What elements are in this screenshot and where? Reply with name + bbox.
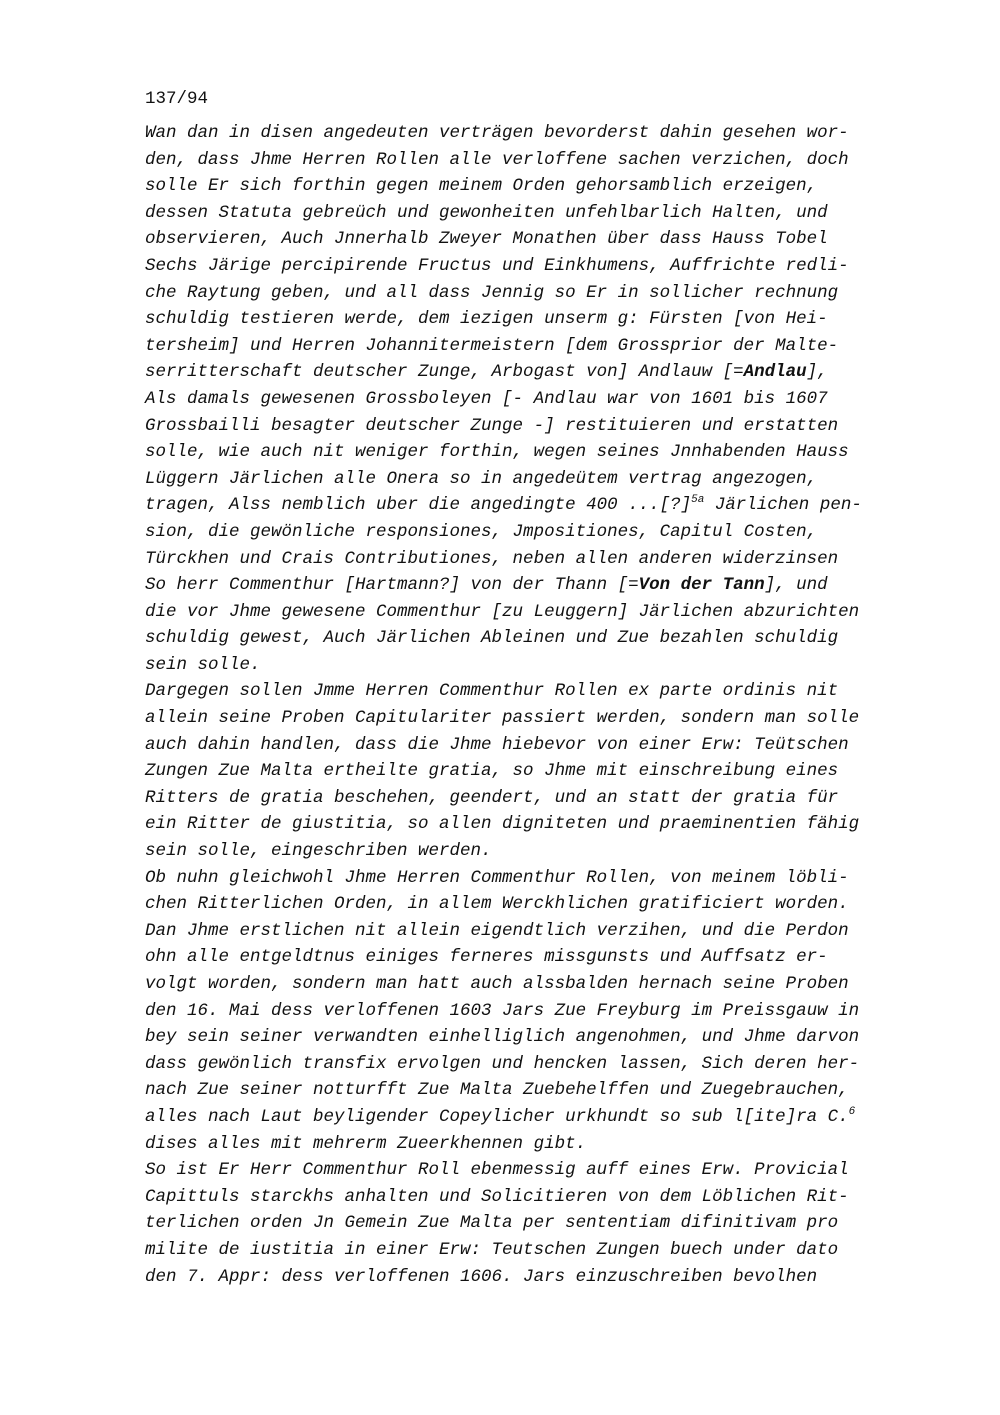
text-line (145, 1210, 925, 1237)
text-segment: terlichen orden Jn Gemein Zue Malta per sententiam difinitivam pro (145, 1213, 839, 1234)
text-segment: den 16. Mai dess verloffenen 1603 Jars Zue Freyburg im Preissgauw in (145, 1000, 860, 1021)
text-line (145, 732, 925, 759)
text-line (145, 173, 925, 200)
text-line (145, 1131, 925, 1158)
text-segment: Capittuls starckhs anhalten und Solicitieren von dem Löblichen Rit- (145, 1186, 849, 1207)
text-line (145, 492, 925, 519)
text-segment: Dan Jhme erstlichen nit allein eigendtlich verzihen, und die Perdon (145, 920, 849, 941)
text-line (145, 811, 925, 838)
text-line (145, 599, 925, 626)
text-segment: dises alles mit mehrerm Zueerkhennen gibt. (145, 1133, 587, 1154)
text-segment: tersheim] und Herren Johannitermeistern [dem Grossprior der Malte- (145, 335, 839, 356)
text-segment: So ist Er Herr Commenthur Roll ebenmessig auff eines Erw. Provicial (145, 1160, 849, 1181)
text-line (145, 226, 925, 253)
text-segment: den, dass Jhme Herren Rollen alle verloffene sachen verzichen, doch (145, 149, 849, 170)
text-line (145, 918, 925, 945)
text-line (145, 1157, 925, 1184)
text-line (145, 386, 925, 413)
text-segment: sein solle, eingeschriben werden. (145, 841, 492, 862)
text-segment: Wan dan in disen angedeuten verträgen bevorderst dahin gesehen wor- (145, 123, 849, 143)
text-segment: serritterschaft deutscher Zunge, Arbogast von] Andlauw [= (145, 362, 744, 383)
text-line (145, 413, 925, 440)
footnote-marker: 6 (848, 1105, 856, 1118)
text-line (145, 1024, 925, 1051)
text-line (145, 625, 925, 652)
text-segment: ohn alle entgeldtnus einiges ferneres missgunsts und Auffsatz er- (145, 947, 828, 968)
text-segment: den 7. Appr: dess verloffenen 1606. Jars einzuschreiben bevolhen (145, 1266, 818, 1287)
text-segment: che Raytung geben, und all dass Jennig so Er in sollicher rechnung (145, 282, 839, 303)
text-segment: ], und (764, 575, 828, 596)
text-line (145, 200, 925, 227)
text-segment: Als damals gewesenen Grossboleyen [- Andlau war von 1601 bis 1607 (145, 388, 828, 409)
text-segment: Järlichen pen- (704, 495, 862, 516)
text-segment: schuldig gewest, Auch Järlichen Ableinen und Zue bezahlen schuldig (145, 628, 839, 649)
bold-annotation: Andlau (743, 362, 807, 383)
text-segment: nach Zue seiner notturfft Zue Malta Zuebehelffen und Zuegebrauchen, (145, 1080, 849, 1101)
text-line (145, 147, 925, 174)
text-segment: auch dahin handlen, dass die Jhme hiebevor von einer Erw: Teütschen (145, 734, 849, 755)
text-segment: Türckhen und Crais Contributiones, neben allen anderen widerzinsen (145, 548, 839, 569)
text-line (145, 333, 925, 360)
text-segment: volgt worden, sondern man hatt auch alssbalden hernach seine Proben (145, 974, 849, 994)
text-segment: milite de iustitia in einer Erw: Teutschen Zungen buech under dato (145, 1239, 839, 1260)
bold-annotation: Von der Tann (638, 575, 765, 596)
text-line (145, 546, 925, 573)
text-segment: Lüggern Järlichen alle Onera so in angedeütem vertrag angezogen, (145, 468, 818, 489)
text-line (145, 253, 925, 280)
text-line (145, 1264, 925, 1291)
text-segment: observieren, Auch Jnnerhalb Zweyer Monathen über dass Hauss Tobel (145, 229, 828, 250)
text-segment: solle Er sich forthin gegen meinem Orden gehorsamblich erzeigen, (145, 176, 818, 197)
text-segment: Grossbailli besagter deutscher Zunge -] restituieren und erstatten (145, 415, 839, 436)
text-segment: dass gewönlich transfix ervolgen und hencken lassen, Sich deren her- (145, 1053, 860, 1074)
text-line (145, 944, 925, 971)
text-segment: Dargegen sollen Jmme Herren Commenthur Rollen ex parte ordinis nit (145, 681, 839, 702)
text-line (145, 1104, 925, 1131)
text-line (145, 998, 925, 1025)
text-line (145, 572, 925, 599)
text-line (145, 1237, 925, 1264)
text-segment: solle, wie auch nit weniger forthin, wegen seines Jnnhabenden Hauss (145, 442, 849, 463)
text-segment: alles nach Laut beyligender Copeylicher urkhundt so sub l[ite]ra C. (145, 1106, 849, 1127)
text-line (145, 785, 925, 812)
text-line (145, 865, 925, 892)
text-line (145, 971, 925, 998)
text-segment: ], (806, 362, 828, 383)
transcription-text (145, 120, 925, 1290)
text-line (145, 652, 925, 679)
footnote-marker: 5a (691, 494, 705, 507)
text-segment: sion, die gewönliche responsiones, Jmpositiones, Capitul Costen, (145, 521, 818, 542)
text-segment: allein seine Proben Capitulariter passiert werden, sondern man solle (145, 708, 860, 729)
text-line (145, 306, 925, 333)
text-segment: dessen Statuta gebreüch und gewonheiten unfehlbarlich Halten, und (145, 202, 828, 223)
text-segment: ein Ritter de giustitia, so allen digniteten und praeminentien fähig (145, 814, 860, 835)
text-segment: Ritters de gratia beschehen, geendert, und an statt der gratia für (145, 787, 839, 808)
text-line (145, 1051, 925, 1078)
text-segment: So herr Commenthur [Hartmann?] von der Thann [= (145, 575, 639, 596)
text-line (145, 838, 925, 865)
text-line (145, 280, 925, 307)
text-segment: chen Ritterlichen Orden, in allem Werckhlichen gratificiert worden. (145, 894, 849, 915)
text-segment: sein solle. (145, 654, 261, 675)
text-line (145, 519, 925, 546)
text-segment: bey sein seiner verwandten einhelliglich angenohmen, und Jhme darvon (145, 1027, 860, 1048)
text-segment: Zungen Zue Malta ertheilte gratia, so Jhme mit einschreibung eines (145, 761, 839, 782)
text-segment: schuldig testieren werde, dem iezigen unserm g: Fürsten [von Hei- (145, 309, 828, 330)
text-line (145, 705, 925, 732)
text-line (145, 439, 925, 466)
text-line (145, 891, 925, 918)
text-line (145, 466, 925, 493)
text-segment: tragen, Alss nemblich uber die angedingte 400 ...[?] (145, 495, 692, 516)
page-number: 137/94 (145, 89, 209, 109)
text-segment: Sechs Järige percipirende Fructus und Einkhumens, Auffrichte redli- (145, 255, 849, 276)
text-segment: Ob nuhn gleichwohl Jhme Herren Commenthur Rollen, von meinem löbli- (145, 867, 849, 888)
text-line (145, 120, 925, 147)
text-line (145, 1184, 925, 1211)
text-line (145, 678, 925, 705)
text-line (145, 758, 925, 785)
text-segment: die vor Jhme gewesene Commenthur [zu Leuggern] Järlichen abzurichten (145, 601, 860, 622)
text-line (145, 359, 925, 386)
text-line (145, 1077, 925, 1104)
